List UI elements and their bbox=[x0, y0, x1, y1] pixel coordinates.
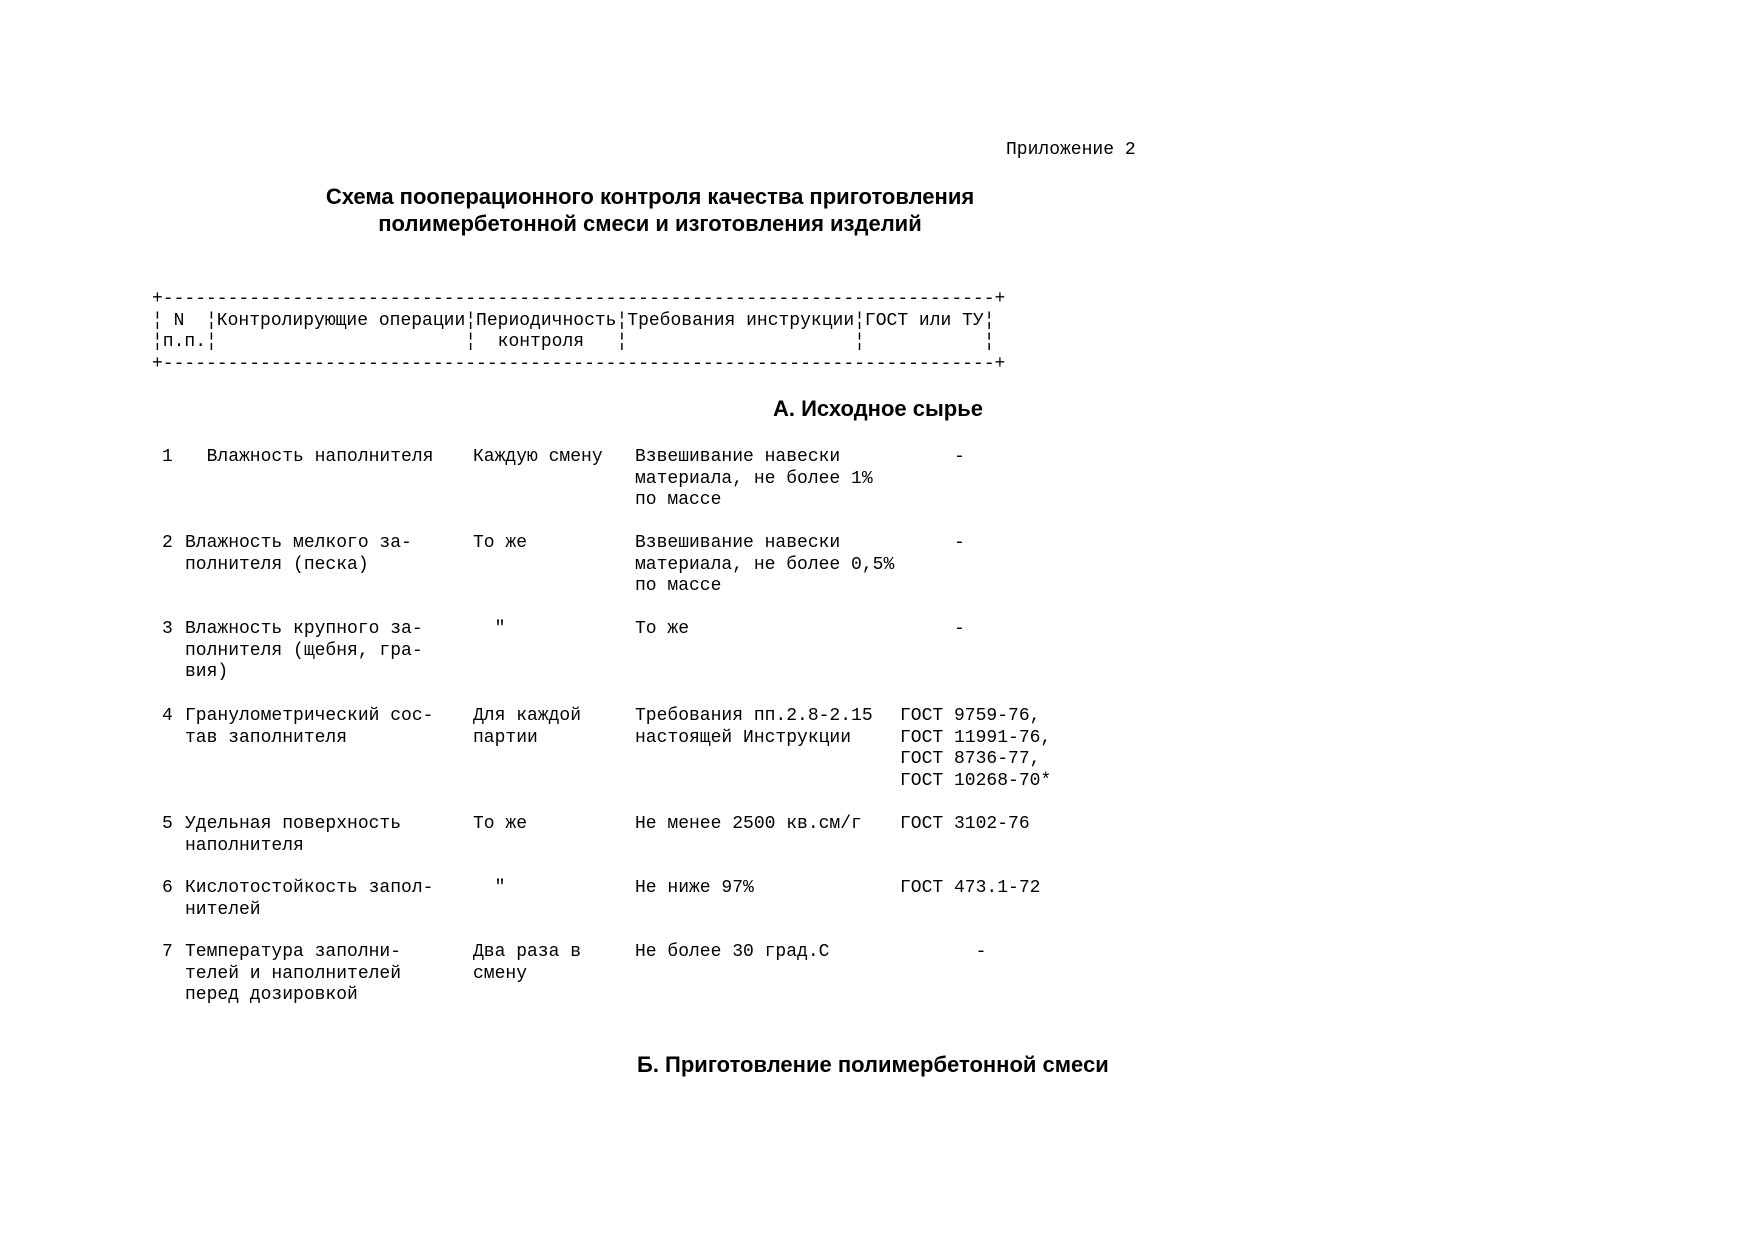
section-heading-a: А. Исходное сырье bbox=[773, 396, 983, 421]
row-number: 2 bbox=[162, 533, 173, 553]
row-number: 3 bbox=[162, 619, 173, 639]
row-operation: Температура заполни- телей и наполнителей перед дозировкой bbox=[185, 942, 402, 1005]
document-title-line-1: Схема пооперационного контроля качества приготовления bbox=[325, 184, 975, 209]
row-requirement: Не ниже 97% bbox=[635, 878, 754, 898]
row-period: То же bbox=[473, 814, 528, 834]
row-period: Каждую смену bbox=[473, 447, 603, 467]
row-requirement: Не менее 2500 кв.см/г bbox=[635, 814, 862, 834]
row-operation: Влажность наполнителя bbox=[185, 447, 434, 467]
row-requirement: Требования пп.2.8-2.15 настоящей Инструкции bbox=[635, 706, 873, 748]
row-period: Для каждой партии bbox=[473, 706, 582, 748]
row-requirement: Взвешивание навески материала, не более 0,5% по массе bbox=[635, 533, 895, 596]
row-gost: ГОСТ 473.1-72 bbox=[900, 878, 1041, 898]
section-heading-b: Б. Приготовление полимербетонной смеси bbox=[637, 1052, 1109, 1077]
row-gost: - bbox=[900, 447, 965, 467]
row-operation: Влажность крупного за- полнителя (щебня, гра- вия) bbox=[185, 619, 423, 682]
row-requirement: Не более 30 град.С bbox=[635, 942, 830, 962]
appendix-label: Приложение 2 bbox=[1006, 140, 1136, 160]
row-gost: - bbox=[900, 619, 965, 639]
row-period: Два раза в смену bbox=[473, 942, 582, 984]
row-period: То же bbox=[473, 533, 528, 553]
row-number: 4 bbox=[162, 706, 173, 726]
row-period: " bbox=[473, 619, 506, 639]
row-gost: ГОСТ 9759-76, ГОСТ 11991-76, ГОСТ 8736-77, ГОСТ 10268-70* bbox=[900, 706, 1052, 791]
row-number: 5 bbox=[162, 814, 173, 834]
row-gost: ГОСТ 3102-76 bbox=[900, 814, 1030, 834]
document-title-line-2: полимербетонной смеси и изготовления изделий bbox=[378, 211, 922, 236]
document-title bbox=[250, 183, 1050, 237]
row-number: 1 bbox=[162, 447, 173, 467]
row-operation: Гранулометрический сос- тав заполнителя bbox=[185, 706, 434, 748]
row-operation: Удельная поверхность наполнителя bbox=[185, 814, 402, 856]
row-requirement: То же bbox=[635, 619, 690, 639]
row-operation: Кислотостойкость запол- нителей bbox=[185, 878, 434, 920]
row-number: 7 bbox=[162, 942, 173, 962]
row-gost: - bbox=[900, 533, 965, 553]
row-gost: - bbox=[900, 942, 987, 962]
table-header: +-----------------------------------------------------------------------------+ ¦ N ¦Контролирующие операции¦Периодичность¦Требования инструкции¦ГОСТ или ТУ¦ ¦п.п.¦ ¦ контроля ¦ ¦ ¦ +-----------------------------------------------------------------------------+ bbox=[152, 289, 1006, 374]
row-operation: Влажность мелкого за- полнителя (песка) bbox=[185, 533, 412, 575]
row-period: " bbox=[473, 878, 506, 898]
row-number: 6 bbox=[162, 878, 173, 898]
row-requirement: Взвешивание навески материала, не более 1% по массе bbox=[635, 447, 873, 510]
